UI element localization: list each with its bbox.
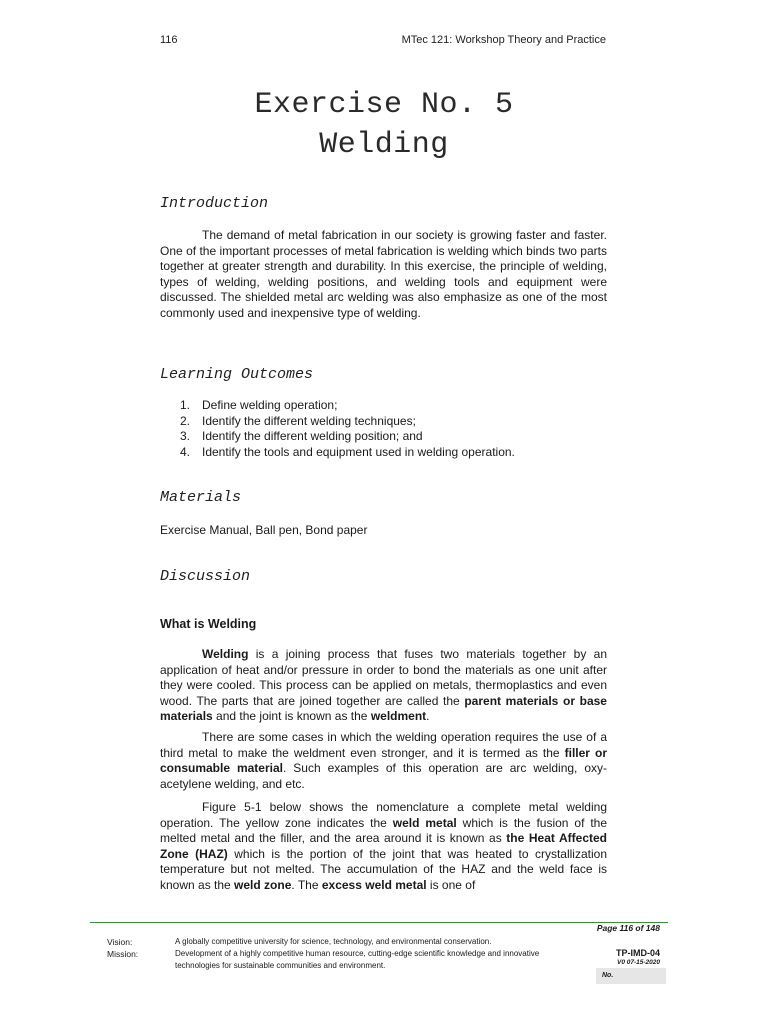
page-of-label: Page 116 of 148 xyxy=(596,923,660,933)
introduction-heading: Introduction xyxy=(160,195,269,212)
welding-paragraph: Welding is a joining process that fuses two materials together by an application of heat and/or pressure in order to bond the materials as one unit after they were cooled. This process can be applied on metals, thermoplastics and even wood. The parts that are joined together are called the parent materials or base materials and the joint is known as the weldment. xyxy=(160,647,607,723)
doc-code: TP-IMD-04 xyxy=(615,948,660,958)
mission-label: Mission: xyxy=(107,949,139,959)
version-label: V0 07-15-2020 xyxy=(616,959,660,966)
materials-text: Exercise Manual, Ball pen, Bond paper xyxy=(160,523,368,537)
exercise-subtitle: Welding xyxy=(319,128,449,162)
list-number: 2. xyxy=(180,413,191,428)
introduction-paragraph: The demand of metal fabrication in our society is growing faster and faster. One of the important processes of metal fabrication is welding which binds two parts together at greater strength and durability. In this exercise, the principle of welding, types of welding, welding positions, and welding tools and equipment were discussed. The shielded metal arc welding was also emphasize as one of the most commonly used and inexpensive type of welding. xyxy=(160,228,607,320)
page-number: 116 xyxy=(160,34,178,46)
list-text: Define welding operation; xyxy=(202,398,338,412)
list-item xyxy=(180,429,515,445)
list-number: 4. xyxy=(180,444,191,459)
course-title: MTec 121: Workshop Theory and Practice xyxy=(401,34,606,46)
list-text: Identify the tools and equipment used in welding operation. xyxy=(202,444,515,459)
footer-divider xyxy=(90,922,668,923)
mission-text: Development of a highly competitive human resource, cutting-edge scientific knowledge and innovative technologies for sustainable communities and environment. xyxy=(175,949,540,970)
discussion-heading: Discussion xyxy=(160,568,251,585)
list-number: 3. xyxy=(180,429,191,443)
list-number: 1. xyxy=(180,398,191,412)
no-label: No. xyxy=(602,972,614,979)
vision-text: A globally competitive university for science, technology, and environmental conservation. xyxy=(175,937,492,946)
what-is-welding-heading: What is Welding xyxy=(160,617,257,631)
exercise-title: Exercise No. 5 xyxy=(254,88,514,122)
list-text: Identify the different welding position; and xyxy=(202,429,423,443)
list-item xyxy=(180,398,515,414)
filler-paragraph: There are some cases in which the welding operation requires the use of a third metal to make the weldment even stronger, and it is termed as the filler or consumable material. Such examples of this operation are arc welding, oxy-acetylene welding, and etc. xyxy=(160,730,607,791)
list-item xyxy=(180,414,515,430)
document-number-box xyxy=(596,968,666,984)
learning-outcomes-heading: Learning Outcomes xyxy=(160,366,314,383)
materials-heading: Materials xyxy=(160,489,242,506)
figure-paragraph: Figure 5-1 below shows the nomenclature a complete metal welding operation. The yellow zone indicates the weld metal which is the fusion of the melted metal and the filler, and the area around it is known as the Heat Affected Zone (HAZ) which is the portion of the joint that was heated to crystallization temperature but not melted. The accumulation of the HAZ and the weld face is known as the weld zone. The excess weld metal is one of xyxy=(160,800,608,892)
learning-outcomes-list xyxy=(180,398,515,460)
vision-label: Vision: xyxy=(107,937,133,947)
list-item xyxy=(180,445,515,461)
list-text: Identify the different welding techniques; xyxy=(202,413,416,428)
